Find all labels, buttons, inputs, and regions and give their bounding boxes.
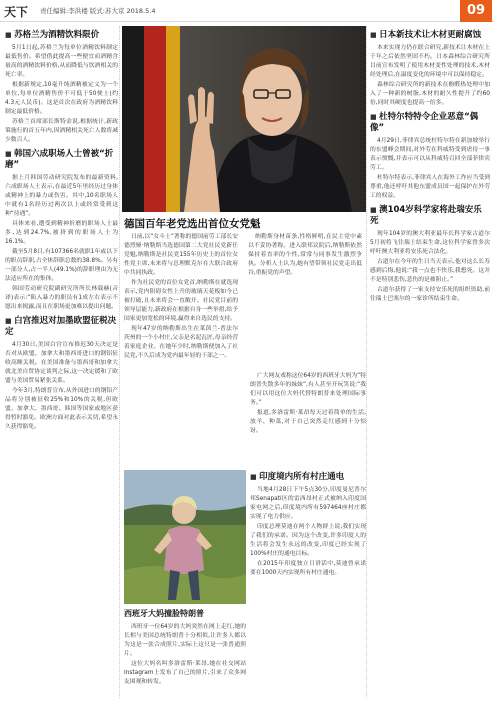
article-scotland: [5, 30, 118, 145]
article-paragraph: 4月30日,美国白宫宣布推迟30天决定是否对从欧盟、加拿大和墨西哥进口的钢铝征收高额关税。在美国准备与墨西哥和加拿大就北美自贸协定谈判之际,这一决定缓和了欧盟与美国贸易紧张关系。: [5, 342, 118, 384]
column-divider-left: [119, 26, 120, 698]
article-paragraph: 本来实现力仍在联合研究,新技术让木材在上千年之后依然坚固不朽。日本森林综合研究所目前宣布发明了使用木材变性处理的技术,木材经处理后,在温度变化的环境中可以保持稳定。: [370, 45, 490, 78]
article-whitehouse: [5, 316, 118, 432]
article-paragraph: 日前,以“女斗士”著称的德国前劳工部长安德烈娅·纳勒斯当选德国第二大党社民党新任党魁,纳勒斯是社民党155年历史上的首位女性党主席,未来将与总理默克尔在大联合政府中共同执政。: [124, 234, 238, 276]
article-paragraph: 苏格兰首席部长斯特金说,根据统计,新政策施行的首五年内,因酒精相关死亡人数将减少数百人。: [5, 119, 118, 143]
left-column: [5, 26, 118, 696]
article-paragraph: 广大网友戏称这位64岁的西班牙大妈为“特朗普失散多年的妹妹”,有人甚至开玩笑说:“我们可以用这位大妈代替特朗普来处理国际事务。”: [250, 373, 366, 406]
article-paragraph: 古道尔在今年的生日当天表示,他对这么长寿感到后悔,他说:“我一点也不快乐,我想死。这并不是特别悲伤,悲伤的是被阻止。”: [370, 259, 490, 283]
main-photo: [122, 26, 366, 212]
page-number-badge: 09: [460, 0, 492, 22]
article-paragraph: 截至5月8日,有107366名就职1年或以下的职员辞职,占全体辞职总数的38.8%。另有一部分人,占一半人(49.1%)的辞职理由为无法适应所在的集体。: [5, 249, 118, 282]
main-article-title: 德国百年老党选出首位女党魁: [124, 218, 261, 230]
article-philippines: [370, 112, 490, 201]
article-paragraph: 据上月韩国劳动研究院发布的最新资料,六成职场人士表示,在最近5年里经历过身体或精神上的暴力或伤害。其中,10名职场人中就有1名经历过两次以上或经常受到这种“待遇”。: [5, 175, 118, 217]
article-paragraph: 韩国劳动研究院副研究所所长林载赫(音译)表示:“陷入暴力的职员有1成左右表示不愿出来揭露,而且在职场更加难以提出问题。: [5, 286, 118, 310]
article-paragraph: 报道,多洛雷斯·莱昂每天过着简单的生活,放羊、种菜,对于自己突然走红感到十分惊讶。: [250, 410, 366, 434]
article-title: ■ 韩国六成职场人士曾被“折磨”: [5, 149, 118, 171]
portrait-image: [122, 26, 366, 212]
article-paragraph: 现年47岁的纳勒斯出生在莱茵兰-普法尔茨州的一个小村庄,父亲是名泥瓦匠,母亲经营着家庭企业。在她年少时,纳勒斯便加入了社民党,不久后成为党内最年轻的干部之一。: [124, 326, 238, 359]
article-paragraph: 作为社民党的首位女党首,纳勒斯在就选现表示,党内阻碍女性上升的玻璃天花板如今已被打破,且未来将会一直敞开。社民党目前的领导层能力,新政府在根据自身一些举措,给予国家更加宽松的环境,赢得来自选民的支持。: [124, 280, 238, 322]
article-paragraph: 现年104岁的澳大利亚最年长科学家古道尔5月初将飞往瑞士结束生命,这位科学家曾多次呼吁澳大利亚将安乐死合法化。: [370, 231, 490, 255]
article-paragraph: 西班牙一位64岁的大妈突然在网上走红,她的长相与美国总统特朗普十分相似,让许多人都以为这是一张合成照片,实际上这只是一张普通照片。: [124, 624, 246, 657]
article-paragraph: 4月29日,菲律宾总统杜特尔特在新加坡举行的东盟峰会期间,对外劳在科威特受到虐待一事表示愤慨,并表示可以从科威特召回全部菲律宾劳工。: [370, 138, 490, 171]
section-name: 天下: [4, 5, 29, 19]
article-paragraph: 古道尔获得了一家支持安乐死的组织资助,前往瑞士巴塞尔的一家诊所结束生命。: [370, 287, 490, 302]
second-photo: [124, 470, 246, 604]
article-paragraph: 根据新规定,10毫升纯酒精被定义为一个单位,每单位酒精售价不可低于50便士(约4.3元人民币)。这是首次在政府为酒精饮料制定最低价格。: [5, 82, 118, 115]
article-australia: [370, 205, 490, 304]
article-title: ■ 澳104岁科学家将赴瑞安乐死: [370, 205, 490, 227]
article-paragraph: 印度总理莫迪在两个人物群上说,我们实现了我们的承诺。因为这个改变,许多印度人的生活将会发生永远的改变,印度已经实现了100%村庄的通电目标。: [250, 524, 366, 557]
editor-line: 责任编辑:李洪楼 版式:苏大京 2018.5.4: [40, 7, 156, 15]
article-title: ■ 杜特尔特特令企业恶意“偶像”: [370, 112, 490, 134]
article-title: ■ 苏格兰为酒精饮料限价: [5, 30, 118, 41]
article-title: ■ 印度境内所有村庄通电: [250, 472, 366, 483]
article-japan: [370, 30, 490, 108]
article-paragraph: 纳勒斯身材苗条,性格鲜明,在民主党中素以不妥协著称。进入联邦议院后,纳勒斯依然保持着直率的个性,常常与同事发生激烈争执。分析人士认为,她有望带领社民党走出低谷,重振党的声望。: [248, 234, 362, 276]
spain-continued: [250, 372, 366, 468]
second-article-body: [124, 623, 246, 699]
article-paragraph: 森林综合研究所的新技术在酚醛热处理中加入了一种新的树脂,木材的耐久性提升了约60倍,同时其硬度也提高一倍多。: [370, 82, 490, 106]
article-paragraph: 在2015年印度独立日讲话中,莫迪曾承诺要在1000天内实现所有村庄通电。: [250, 561, 366, 576]
article-paragraph: 5月1日起,苏格兰为每单位酒精饮料制定最低售价。希望借此提高一些便宜而酒精含量高的酒精饮料价格,从而降低与饮酒相关的死亡率。: [5, 45, 118, 78]
column-divider-right: [366, 26, 367, 698]
article-paragraph: 今年3月,特朗普宣布,从外国进口的钢铝产品将分别被征收25%和10%的关税,但欧盟、加拿大、墨西哥、韩国等国家或地区获得暂时豁免。欧洲方面对此表示关切,希望永久获得豁免。: [5, 388, 118, 430]
article-paragraph: 当地4月28日下午5点30分,印度曼尼普尔邦Senapati区的雷西昂村正式被纳入印度国家电网之后,印度境内所有597464座村庄都实现了电力供应。: [250, 487, 366, 520]
article-title: ■ 白宫推迟对加墨欧盟征税决定: [5, 316, 118, 338]
page-header: [0, 0, 494, 22]
article-paragraph: 这位大妈名叫多洛雷斯·莱昂,她在社交网站Instagram上发布了自己的照片,引来了众多网友围观和转发。: [124, 661, 246, 685]
article-title: ■ 日本新技术让木材更耐腐蚀: [370, 30, 490, 41]
article-paragraph: 具体来看,遭受到精神折磨的职场人士最多,达到24.7%,被挤到的职场人士为16.1%。: [5, 221, 118, 245]
article-korea: [5, 149, 118, 312]
article-paragraph: 杜特尔特表示,菲律宾人在海外工作应当受到尊重,他还呼吁其他东盟成员国一起保护在外劳工的权益。: [370, 175, 490, 199]
second-article-title: 西班牙大妈撞脸特朗普: [124, 609, 204, 618]
woman-field-image: [124, 470, 246, 604]
right-column: [370, 26, 490, 696]
middle-right-column: [250, 468, 366, 698]
